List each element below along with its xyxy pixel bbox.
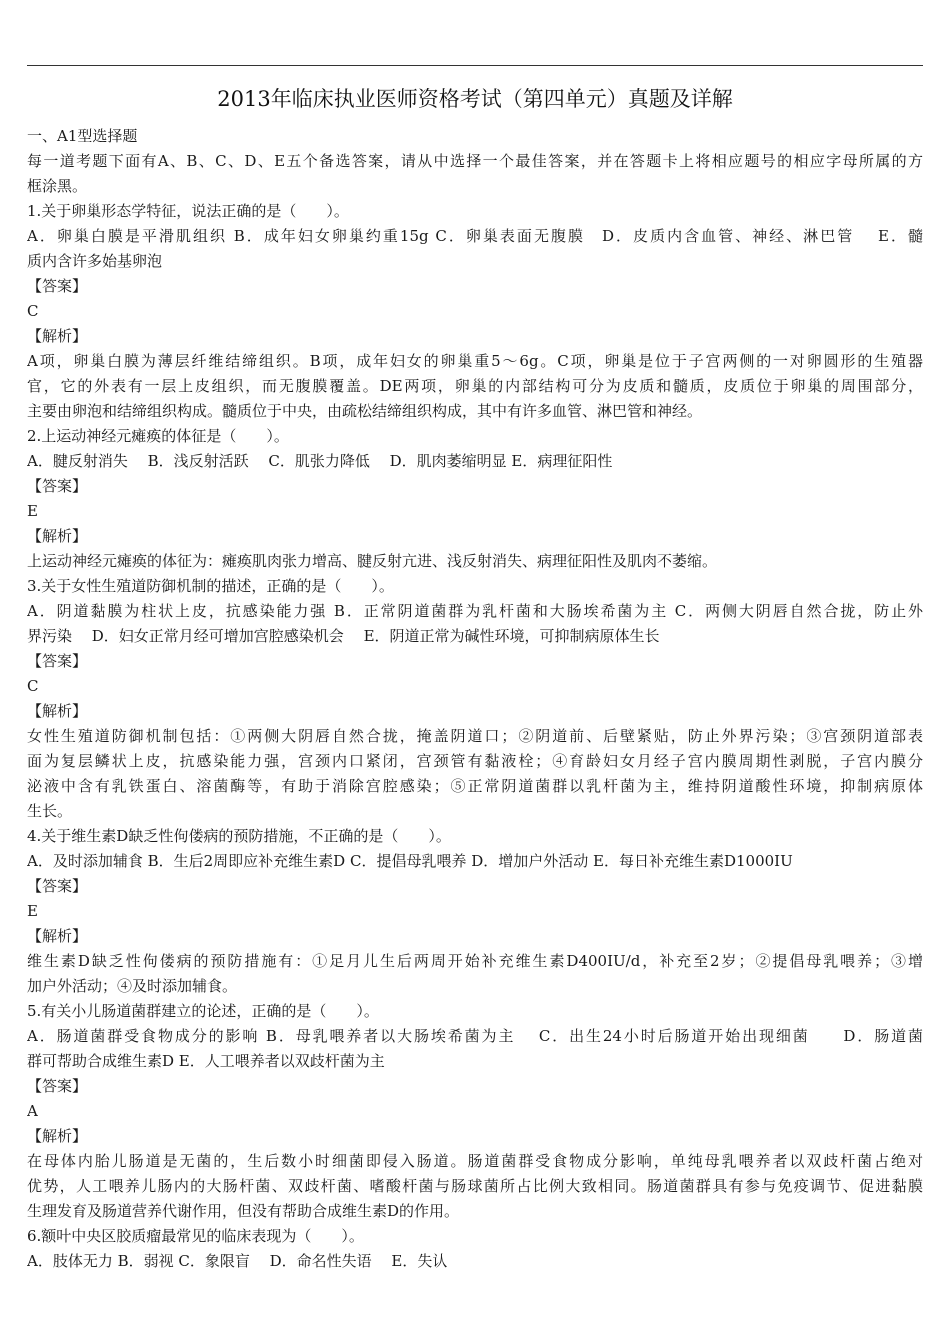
question-stem: 1.关于卵巢形态学特征，说法正确的是（ ）。	[27, 202, 349, 220]
answer-value: E	[27, 902, 38, 920]
question-options: A．阴道黏膜为柱状上皮，抗感染能力强 B．正常阴道菌群为乳杆菌和大肠埃希菌为主 C．两侧大阴唇自然合拢，防止外	[27, 602, 923, 620]
analysis-text: 泌液中含有乳铁蛋白、溶菌酶等，有助于消除宫腔感染；⑤正常阴道菌群以乳杆菌为主，维持阴道酸性环境，抑制病原体	[27, 777, 923, 795]
question-options: A．及时添加辅食 B．生后2周即应补充维生素D C．提倡母乳喂养 D．增加户外活动 E．每日补充维生素D1000IU	[27, 852, 793, 870]
analysis-label: 【解析】	[27, 702, 88, 720]
answer-label: 【答案】	[27, 652, 88, 670]
answer-label: 【答案】	[27, 477, 88, 495]
answer-label: 【答案】	[27, 277, 88, 295]
question-stem: 4.关于维生素D缺乏性佝偻病的预防措施，不正确的是（ ）。	[27, 827, 451, 845]
question-1	[27, 199, 923, 424]
analysis-label: 【解析】	[27, 527, 88, 545]
question-stem: 6.额叶中央区胶质瘤最常见的临床表现为（ ）。	[27, 1227, 364, 1245]
answer-value: C	[27, 677, 39, 695]
instruction-line: 框涂黑。	[27, 177, 88, 195]
analysis-text: 面为复层鳞状上皮，抗感染能力强，宫颈内口紧闭，宫颈管有黏液栓；④育龄妇女月经子宫内膜周期性剥脱，子宫内膜分	[27, 752, 923, 770]
question-3	[27, 574, 923, 824]
question-4	[27, 824, 923, 999]
question-6	[27, 1224, 923, 1274]
analysis-text: 女性生殖道防御机制包括：①两侧大阴唇自然合拢，掩盖阴道口；②阴道前、后壁紧贴，防止外界污染；③宫颈阴道部表	[27, 727, 923, 745]
page-title: 2013年临床执业医师资格考试（第四单元）真题及详解	[217, 87, 733, 111]
analysis-label: 【解析】	[27, 327, 88, 345]
answer-label: 【答案】	[27, 877, 88, 895]
document-body	[27, 124, 923, 1274]
analysis-text: 官，它的外表有一层上皮组织，而无腹膜覆盖。DE两项，卵巢的内部结构可分为皮质和髓质，皮质位于卵巢的周围部分，	[27, 377, 923, 395]
analysis-text: 在母体内胎儿肠道是无菌的，生后数小时细菌即侵入肠道。肠道菌群受食物成分影响，单纯母乳喂养者以双歧杆菌占绝对	[27, 1152, 923, 1170]
question-5	[27, 999, 923, 1224]
question-options: A．腱反射消失 B．浅反射活跃 C．肌张力降低 D．肌肉萎缩明显 E．病理征阳性	[27, 452, 613, 470]
analysis-text: 加户外活动；④及时添加辅食。	[27, 977, 238, 995]
answer-value: C	[27, 302, 39, 320]
question-stem: 5.有关小儿肠道菌群建立的论述，正确的是（ ）。	[27, 1002, 379, 1020]
question-options: 界污染 D．妇女正常月经可增加宫腔感染机会 E．阴道正常为碱性环境，可抑制病原体生长	[27, 627, 660, 645]
analysis-text: 维生素D缺乏性佝偻病的预防措施有：①足月儿生后两周开始补充维生素D400IU/d，补充至2岁；②提倡母乳喂养；③增	[27, 952, 923, 970]
question-options: 群可帮助合成维生素D E．人工喂养者以双歧杆菌为主	[27, 1052, 385, 1070]
answer-label: 【答案】	[27, 1077, 88, 1095]
header-rule	[27, 65, 923, 66]
analysis-text: 生理发育及肠道营养代谢作用，但没有帮助合成维生素D的作用。	[27, 1202, 460, 1220]
analysis-label: 【解析】	[27, 927, 88, 945]
question-2	[27, 424, 923, 574]
question-stem: 2.上运动神经元瘫痪的体征是（ ）。	[27, 427, 289, 445]
question-stem: 3.关于女性生殖道防御机制的描述，正确的是（ ）。	[27, 577, 394, 595]
section-heading: 一、A1型选择题	[27, 127, 138, 145]
analysis-text: 生长。	[27, 802, 73, 820]
analysis-text: 主要由卵泡和结缔组织构成。髓质位于中央，由疏松结缔组织构成，其中有许多血管、淋巴管和神经。	[27, 402, 703, 420]
question-options: A．卵巢白膜是平滑肌组织 B．成年妇女卵巢约重15g C．卵巢表面无腹膜 D．皮质内含血管、神经、淋巴管 E．髓	[27, 227, 923, 245]
analysis-text: A项，卵巢白膜为薄层纤维结缔组织。B项，成年妇女的卵巢重5～6g。C项，卵巢是位于子宫两侧的一对卵圆形的生殖器	[27, 352, 923, 370]
analysis-label: 【解析】	[27, 1127, 88, 1145]
instruction-line: 每一道考题下面有A、B、C、D、E五个备选答案，请从中选择一个最佳答案，并在答题卡上将相应题号的相应字母所属的方	[27, 152, 923, 170]
question-options: A．肠道菌群受食物成分的影响 B．母乳喂养者以大肠埃希菌为主 C．出生24小时后肠道开始出现细菌 D．肠道菌	[27, 1027, 923, 1045]
answer-value: A	[27, 1102, 38, 1120]
answer-value: E	[27, 502, 38, 520]
analysis-text: 优势，人工喂养儿肠内的大肠杆菌、双歧杆菌、嗜酸杆菌与肠球菌所占比例大致相同。肠道菌群具有参与免疫调节、促进黏膜	[27, 1177, 923, 1195]
analysis-text: 上运动神经元瘫痪的体征为：瘫痪肌肉张力增高、腱反射亢进、浅反射消失、病理征阳性及肌肉不萎缩。	[27, 552, 718, 570]
question-options: A．肢体无力 B．弱视 C．象限盲 D．命名性失语 E．失认	[27, 1252, 448, 1270]
question-options: 质内含许多始基卵泡	[27, 252, 163, 270]
